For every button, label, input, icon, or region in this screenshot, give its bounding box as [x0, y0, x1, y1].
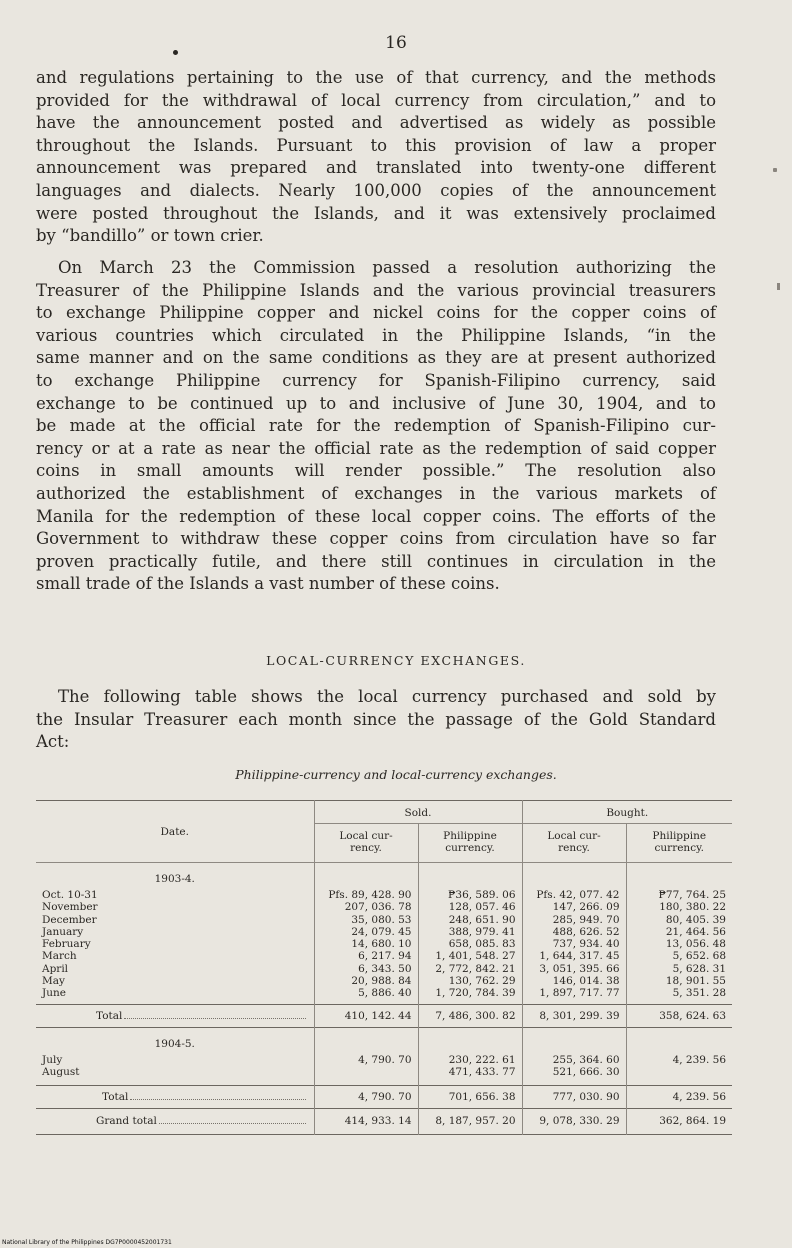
text-line: coins in small amounts will render possible.” The resolution also: [36, 461, 716, 481]
section-heading: LOCAL-CURRENCY EXCHANGES.: [266, 653, 526, 668]
grand-total-cell: 362, 864. 19: [626, 1108, 732, 1134]
paragraph-2: [36, 257, 716, 596]
grand-total-cell: 8, 187, 957. 20: [418, 1108, 522, 1134]
total-row-1903: [36, 1004, 732, 1027]
months-1904: July August: [42, 1053, 80, 1079]
text-line: by “bandillo” or town crier.: [36, 226, 264, 246]
text-line: be made at the official rate for the redemption of Spanish-Filipino cur-: [36, 416, 716, 436]
sold-local-1903: Pfs. 89, 428. 90 207, 036. 78 35, 080. 53 24, 079. 45 14, 680. 10 6, 217. 94 6, 343. 50 20, 988. 84 5, 886. 40: [314, 889, 418, 1004]
text-line: to exchange Philippine copper and nickel coins for the copper coins of: [36, 303, 716, 323]
sold-local-1904: 4, 790. 70: [314, 1054, 418, 1085]
total-row-1904: [36, 1085, 732, 1108]
sold-philippine-1904: 230, 222. 61 471, 433. 77: [418, 1054, 522, 1085]
grand-total-row: [36, 1108, 732, 1134]
header-sold-philippine: Philippine currency.: [418, 824, 522, 863]
text-line: Manila for the redemption of these local copper coins. The efforts of the: [36, 506, 716, 526]
text-line: various countries which circulated in the Philippine Islands, “in the: [36, 325, 716, 345]
total-cell: 410, 142. 44: [314, 1004, 418, 1027]
text-line: Act:: [36, 732, 70, 752]
exchange-table: [36, 800, 732, 1135]
paragraph-3: [36, 686, 716, 754]
total-label: Total: [96, 1009, 123, 1022]
bought-philippine-1903: ₱77, 764. 25 180, 380. 22 80, 405. 39 21, 464. 56 13, 056. 48 5, 652. 68 5, 628. 31 18, 901. 55 5, 351. 28: [626, 889, 732, 1004]
bought-local-1904: 255, 364. 60 521, 666. 30: [522, 1054, 626, 1085]
bought-philippine-1904: 4, 239. 56: [626, 1054, 732, 1085]
total-cell: 7, 486, 300. 82: [418, 1004, 522, 1027]
text-line: Treasurer of the Philippine Islands and the various provincial treasurers: [36, 280, 716, 300]
year-1903: 1903-4.: [154, 873, 195, 885]
total-cell: 8, 301, 299. 39: [522, 1004, 626, 1027]
text-line: throughout the Islands. Pursuant to this provision of law a proper: [36, 135, 716, 155]
grand-total-label: Grand total: [96, 1114, 157, 1127]
header-date: Date.: [36, 801, 314, 863]
table-caption: Philippine-currency and local-currency exchanges.: [235, 767, 557, 782]
text-line: provided for the withdrawal of local currency from circulation,” and to: [36, 90, 716, 110]
total-cell: 701, 656. 38: [418, 1085, 522, 1108]
text-line: proven practically futile, and there still continues in circulation in the: [36, 551, 716, 571]
text-line: On March 23 the Commission passed a resolution authorizing the: [58, 258, 716, 277]
text-line: and regulations pertaining to the use of that currency, and the methods: [36, 68, 716, 87]
total-cell: 358, 624. 63: [626, 1004, 732, 1027]
page-number: 16: [385, 33, 407, 53]
scan-speck: [773, 168, 777, 172]
text-line: exchange to be continued up to and inclusive of June 30, 1904, and to: [36, 393, 716, 413]
text-line: Government to withdraw these copper coins from circulation have so far: [36, 529, 716, 549]
text-line: were posted throughout the Islands, and it was extensively proclaimed: [36, 203, 716, 223]
months-1903: Oct. 10-31 November December January February March April May June: [42, 889, 98, 1000]
text-line: announcement was prepared and translated into twenty-one different: [36, 158, 716, 178]
text-line: The following table shows the local currency purchased and sold by: [58, 687, 716, 706]
text-line: small trade of the Islands a vast number of these coins.: [36, 574, 500, 594]
text-line: rency or at a rate as near the official rate as the redemption of said copper: [36, 438, 716, 458]
scan-speck: [777, 283, 780, 290]
text-line: have the announcement posted and advertised as widely as possible: [36, 113, 716, 133]
total-cell: 4, 790. 70: [314, 1085, 418, 1108]
total-label: Total: [102, 1090, 129, 1103]
paragraph-1: [36, 67, 716, 248]
total-cell: 777, 030. 90: [522, 1085, 626, 1108]
header-sold-local: Local cur- rency.: [314, 824, 418, 863]
grand-total-cell: 414, 933. 14: [314, 1108, 418, 1134]
text-line: to exchange Philippine currency for Spanish-Filipino currency, said: [36, 370, 716, 390]
text-line: the Insular Treasurer each month since the passage of the Gold Standard: [36, 709, 716, 729]
header-bought-philippine: Philippine currency.: [626, 824, 732, 863]
text-line: languages and dialects. Nearly 100,000 copies of the announcement: [36, 180, 716, 200]
year-1904: 1904-5.: [154, 1037, 195, 1050]
total-cell: 4, 239. 56: [626, 1085, 732, 1108]
bought-local-1903: Pfs. 42, 077. 42 147, 266. 09 285, 949. 70 488, 626. 52 737, 934. 40 1, 644, 317. 45 3, 051, 395. 66 146, 014. 38 1, 897, 717. 77: [522, 889, 626, 1004]
grand-total-cell: 9, 078, 330. 29: [522, 1108, 626, 1134]
header-bought-local: Local cur- rency.: [522, 824, 626, 863]
text-line: same manner and on the same conditions as they are at present authorized: [36, 348, 716, 368]
header-bought: Bought.: [522, 801, 732, 824]
text-line: authorized the establishment of exchanges in the various markets of: [36, 483, 716, 503]
sold-philippine-1903: ₱36, 589. 06 128, 057. 46 248, 651. 90 388, 979. 41 658, 085. 83 1, 401, 548. 27 2, 772, 842. 21 130, 762. 29 1, 720, 784. 39: [418, 889, 522, 1004]
header-sold: Sold.: [314, 801, 522, 824]
scan-footer: National Library of the Philippines DG7P0000452001731: [2, 1239, 172, 1246]
